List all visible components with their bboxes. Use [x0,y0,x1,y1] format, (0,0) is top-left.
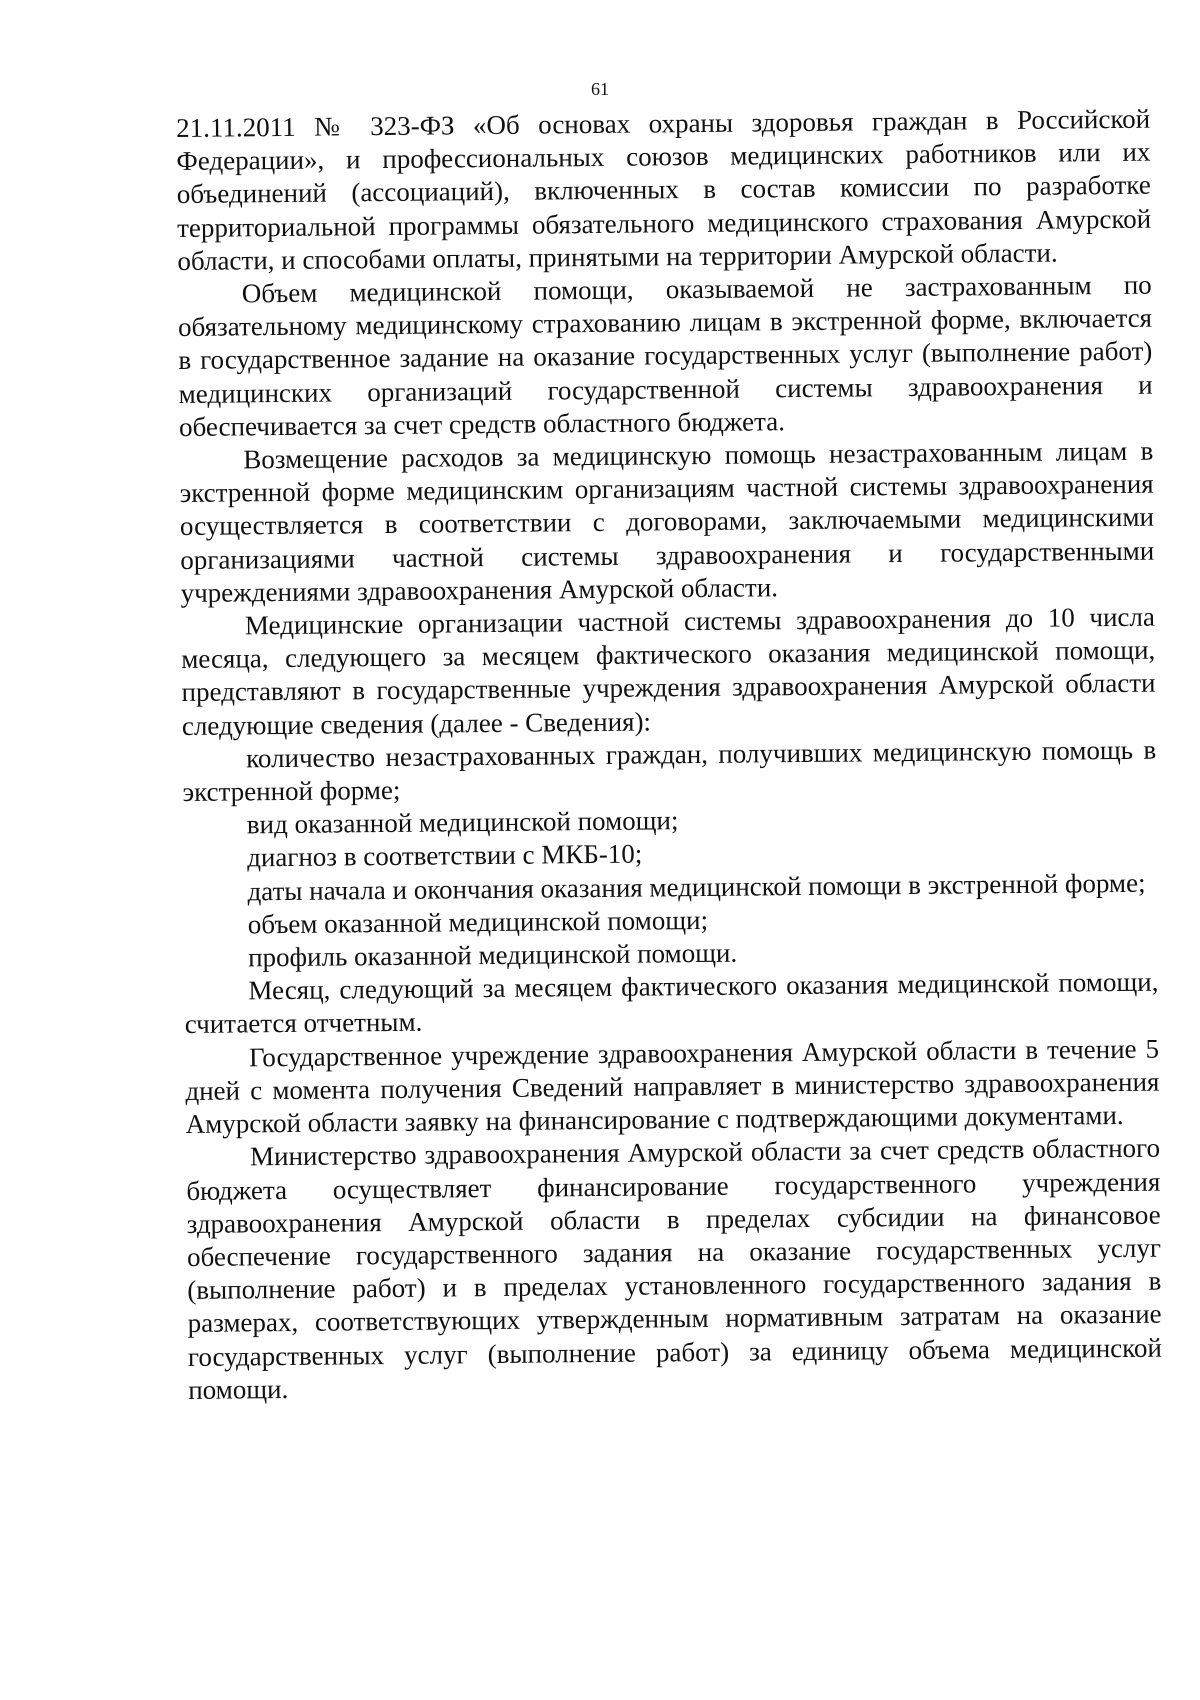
paragraph-private-organizations: Медицинские организации частной системы здравоохранения до 10 числа месяца, следующего за месяцем фактического оказания медицинской помощи, представляют в государственные учреждения здравоохранения Амурской области следующие сведения (далее - Сведения): [181,601,1156,741]
list-item-diagnosis: диагноз в соответствии с МКБ-10; [247,839,643,873]
paragraph-ministry-financing: Министерство здравоохранения Амурской области за счет средств областного бюджета осуществляет финансирование государственного учреждения здравоохранения Амурской области в пределах субсидии на финансовое обеспечение государственного задания на оказание государственных услуг (выполнение работ) и в пределах установленного государственного задания в размерах, соответствующих утвержденным нормативным затратам на оказание государственных услуг (выполнение работ) за единицу объема медицинской помощи. [186,1132,1163,1405]
list-item-dates: даты начала и окончания оказания медицинской помощи в экстренной форме; [247,867,1146,907]
paragraph-uninsured-volume: Объем медицинской помощи, оказываемой не застрахованным по обязательному медицинскому страхованию лицам в экстренной форме, включается в государственное задание на оказание государственных услуг (выполнение работ) медицинских организаций государственной системы здравоохранения и обеспечивается за счет средств областного бюджета. [177,269,1153,442]
paragraph-reporting-month: Месяц, следующий за месяцем фактического оказания медицинской помощи, считается отчетным. [184,966,1159,1040]
page-number: 61 [591,79,609,99]
paragraph-reimbursement: Возмещение расходов за медицинскую помощь незастрахованным лицам в экстренной форме медицинским организациям частной системы здравоохранения осуществляется в соответствии с договорами, заключаемыми медицинскими организациями частной системы здравоохранения и государственными учреждениями здравоохранения Амурской области. [179,435,1155,608]
list-item-care-profile: профиль оказанной медицинской помощи. [247,937,738,973]
list-item-care-volume: объем оказанной медицинской помощи; [247,904,709,940]
list-item-care-type: вид оказанной медицинской помощи; [246,805,679,840]
list-item-uninsured-count: количество незастрахованных граждан, получивших медицинскую помощь в экстренной форме; [182,734,1157,808]
document-body [176,103,1162,1407]
paragraph-state-institution: Государственное учреждение здравоохранения Амурской области в течение 5 дней с момента получения Сведений направляет в министерство здравоохранения Амурской области заявку на финансирование с подтверждающими документами. [185,1033,1160,1140]
paragraph-continuation: 21.11.2011 № 323-ФЗ «Об основах охраны здоровья граждан в Российской Федерации», и профессиональных союзов медицинских работников или их объединений (ассоциаций), включенных в состав комиссии по разработке территориальной программы обязательного медицинского страхования Амурской области, и способами оплаты, принятыми на территории Амурской области. [176,103,1152,276]
